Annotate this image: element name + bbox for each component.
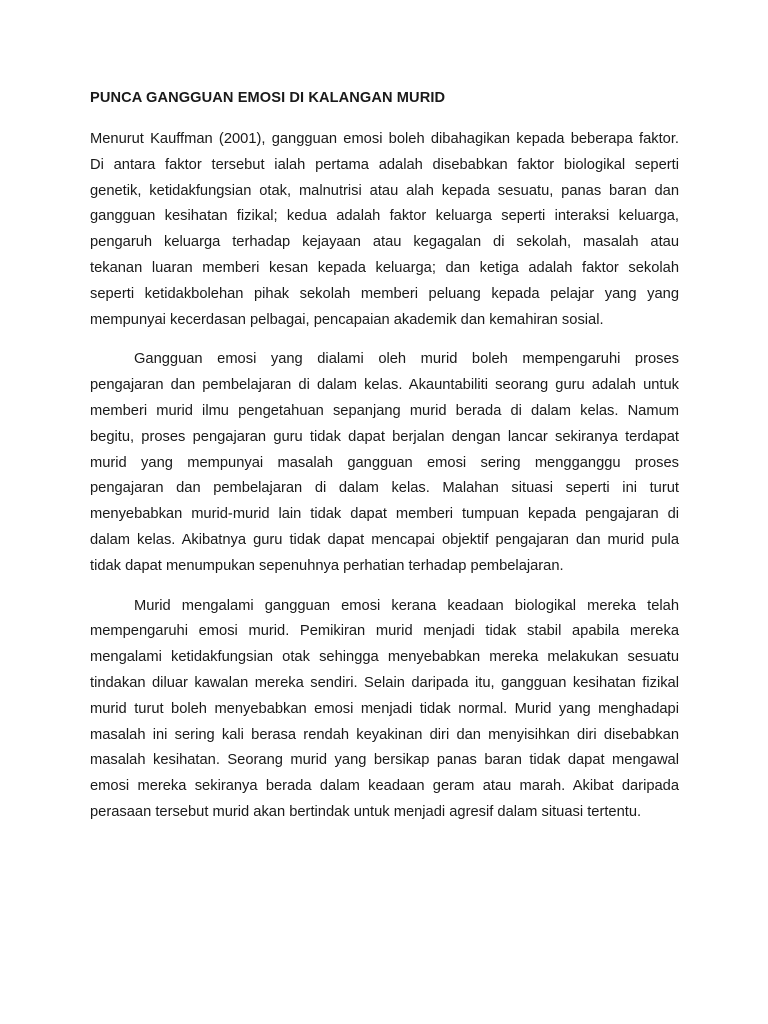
paragraph-line: Gangguan emosi yang dialami oleh murid boleh mempengaruhi proses	[134, 351, 679, 368]
paragraph-line: pengajaran dan pembelajaran di dalam kelas. Akauntabiliti seorang guru adalah untuk	[90, 377, 679, 394]
paragraph-line: mempunyai kecerdasan pelbagai, pencapaian akademik dan kemahiran sosial.	[90, 311, 604, 328]
paragraph-line: mempengaruhi emosi murid. Pemikiran murid menjadi tidak stabil apabila mereka	[90, 623, 679, 640]
paragraph-line: masalah kesihatan. Seorang murid yang bersikap panas baran tidak dapat mengawal	[90, 752, 679, 769]
paragraph-line: pengajaran dan pembelajaran di dalam kelas. Malahan situasi seperti ini turut	[90, 480, 679, 497]
paragraph-line: seperti ketidakbolehan pihak sekolah memberi peluang kepada pelajar yang yang	[90, 285, 679, 302]
paragraph-line: masalah ini sering kali berasa rendah keyakinan diri dan menyisihkan diri disebabkan	[90, 726, 679, 743]
paragraph-2	[90, 347, 679, 579]
paragraph-line: menyebabkan murid-murid lain tidak dapat memberi tumpuan kepada pengajaran di	[90, 506, 679, 523]
paragraph-line: pengaruh keluarga terhadap kejayaan atau kegagalan di sekolah, masalah atau	[90, 234, 679, 251]
paragraph-line: gangguan kesihatan fizikal; kedua adalah faktor keluarga seperti interaksi keluarga,	[90, 208, 679, 225]
paragraph-line: genetik, ketidakfungsian otak, malnutrisi atau alah kepada sesuatu, panas baran dan	[90, 182, 679, 199]
paragraph-line: dalam kelas. Akibatnya guru tidak dapat mencapai objektif pengajaran dan murid pula	[90, 531, 679, 548]
paragraph-line: Menurut Kauffman (2001), gangguan emosi boleh dibahagikan kepada beberapa faktor.	[90, 131, 679, 147]
document-title: PUNCA GANGGUAN EMOSI DI KALANGAN MURID	[90, 90, 446, 106]
paragraph-line: tekanan luaran memberi kesan kepada keluarga; dan ketiga adalah faktor sekolah	[90, 259, 679, 276]
paragraph-3	[90, 594, 679, 826]
paragraph-line: mengalami ketidakfungsian otak sehingga menyebabkan mereka melakukan sesuatu	[90, 649, 679, 666]
paragraph-line: Di antara faktor tersebut ialah pertama adalah disebabkan faktor biologikal seperti	[90, 156, 679, 173]
paragraph-line: murid turut boleh menyebabkan emosi menjadi tidak normal. Murid yang menghadapi	[90, 700, 679, 717]
paragraph-line: Murid mengalami gangguan emosi kerana keadaan biologikal mereka telah	[134, 597, 679, 614]
paragraph-line: emosi mereka sekiranya berada dalam keadaan geram atau marah. Akibat daripada	[90, 778, 679, 795]
paragraph-line: tindakan diluar kawalan mereka sendiri. Selain daripada itu, gangguan kesihatan fizikal	[90, 674, 679, 691]
paragraph-line: murid yang mempunyai masalah gangguan emosi sering mengganggu proses	[90, 454, 679, 471]
paragraph-line: tidak dapat menumpukan sepenuhnya perhatian terhadap pembelajaran.	[90, 557, 564, 574]
paragraph-line: perasaan tersebut murid akan bertindak untuk menjadi agresif dalam situasi tertentu.	[90, 803, 642, 820]
paragraph-line: begitu, proses pengajaran guru tidak dapat berjalan dengan lancar sekiranya terdapat	[90, 428, 679, 445]
paragraph-1	[90, 127, 679, 333]
document-page	[90, 88, 679, 840]
paragraph-line: memberi murid ilmu pengetahuan sepanjang murid berada di dalam kelas. Namum	[90, 402, 679, 419]
